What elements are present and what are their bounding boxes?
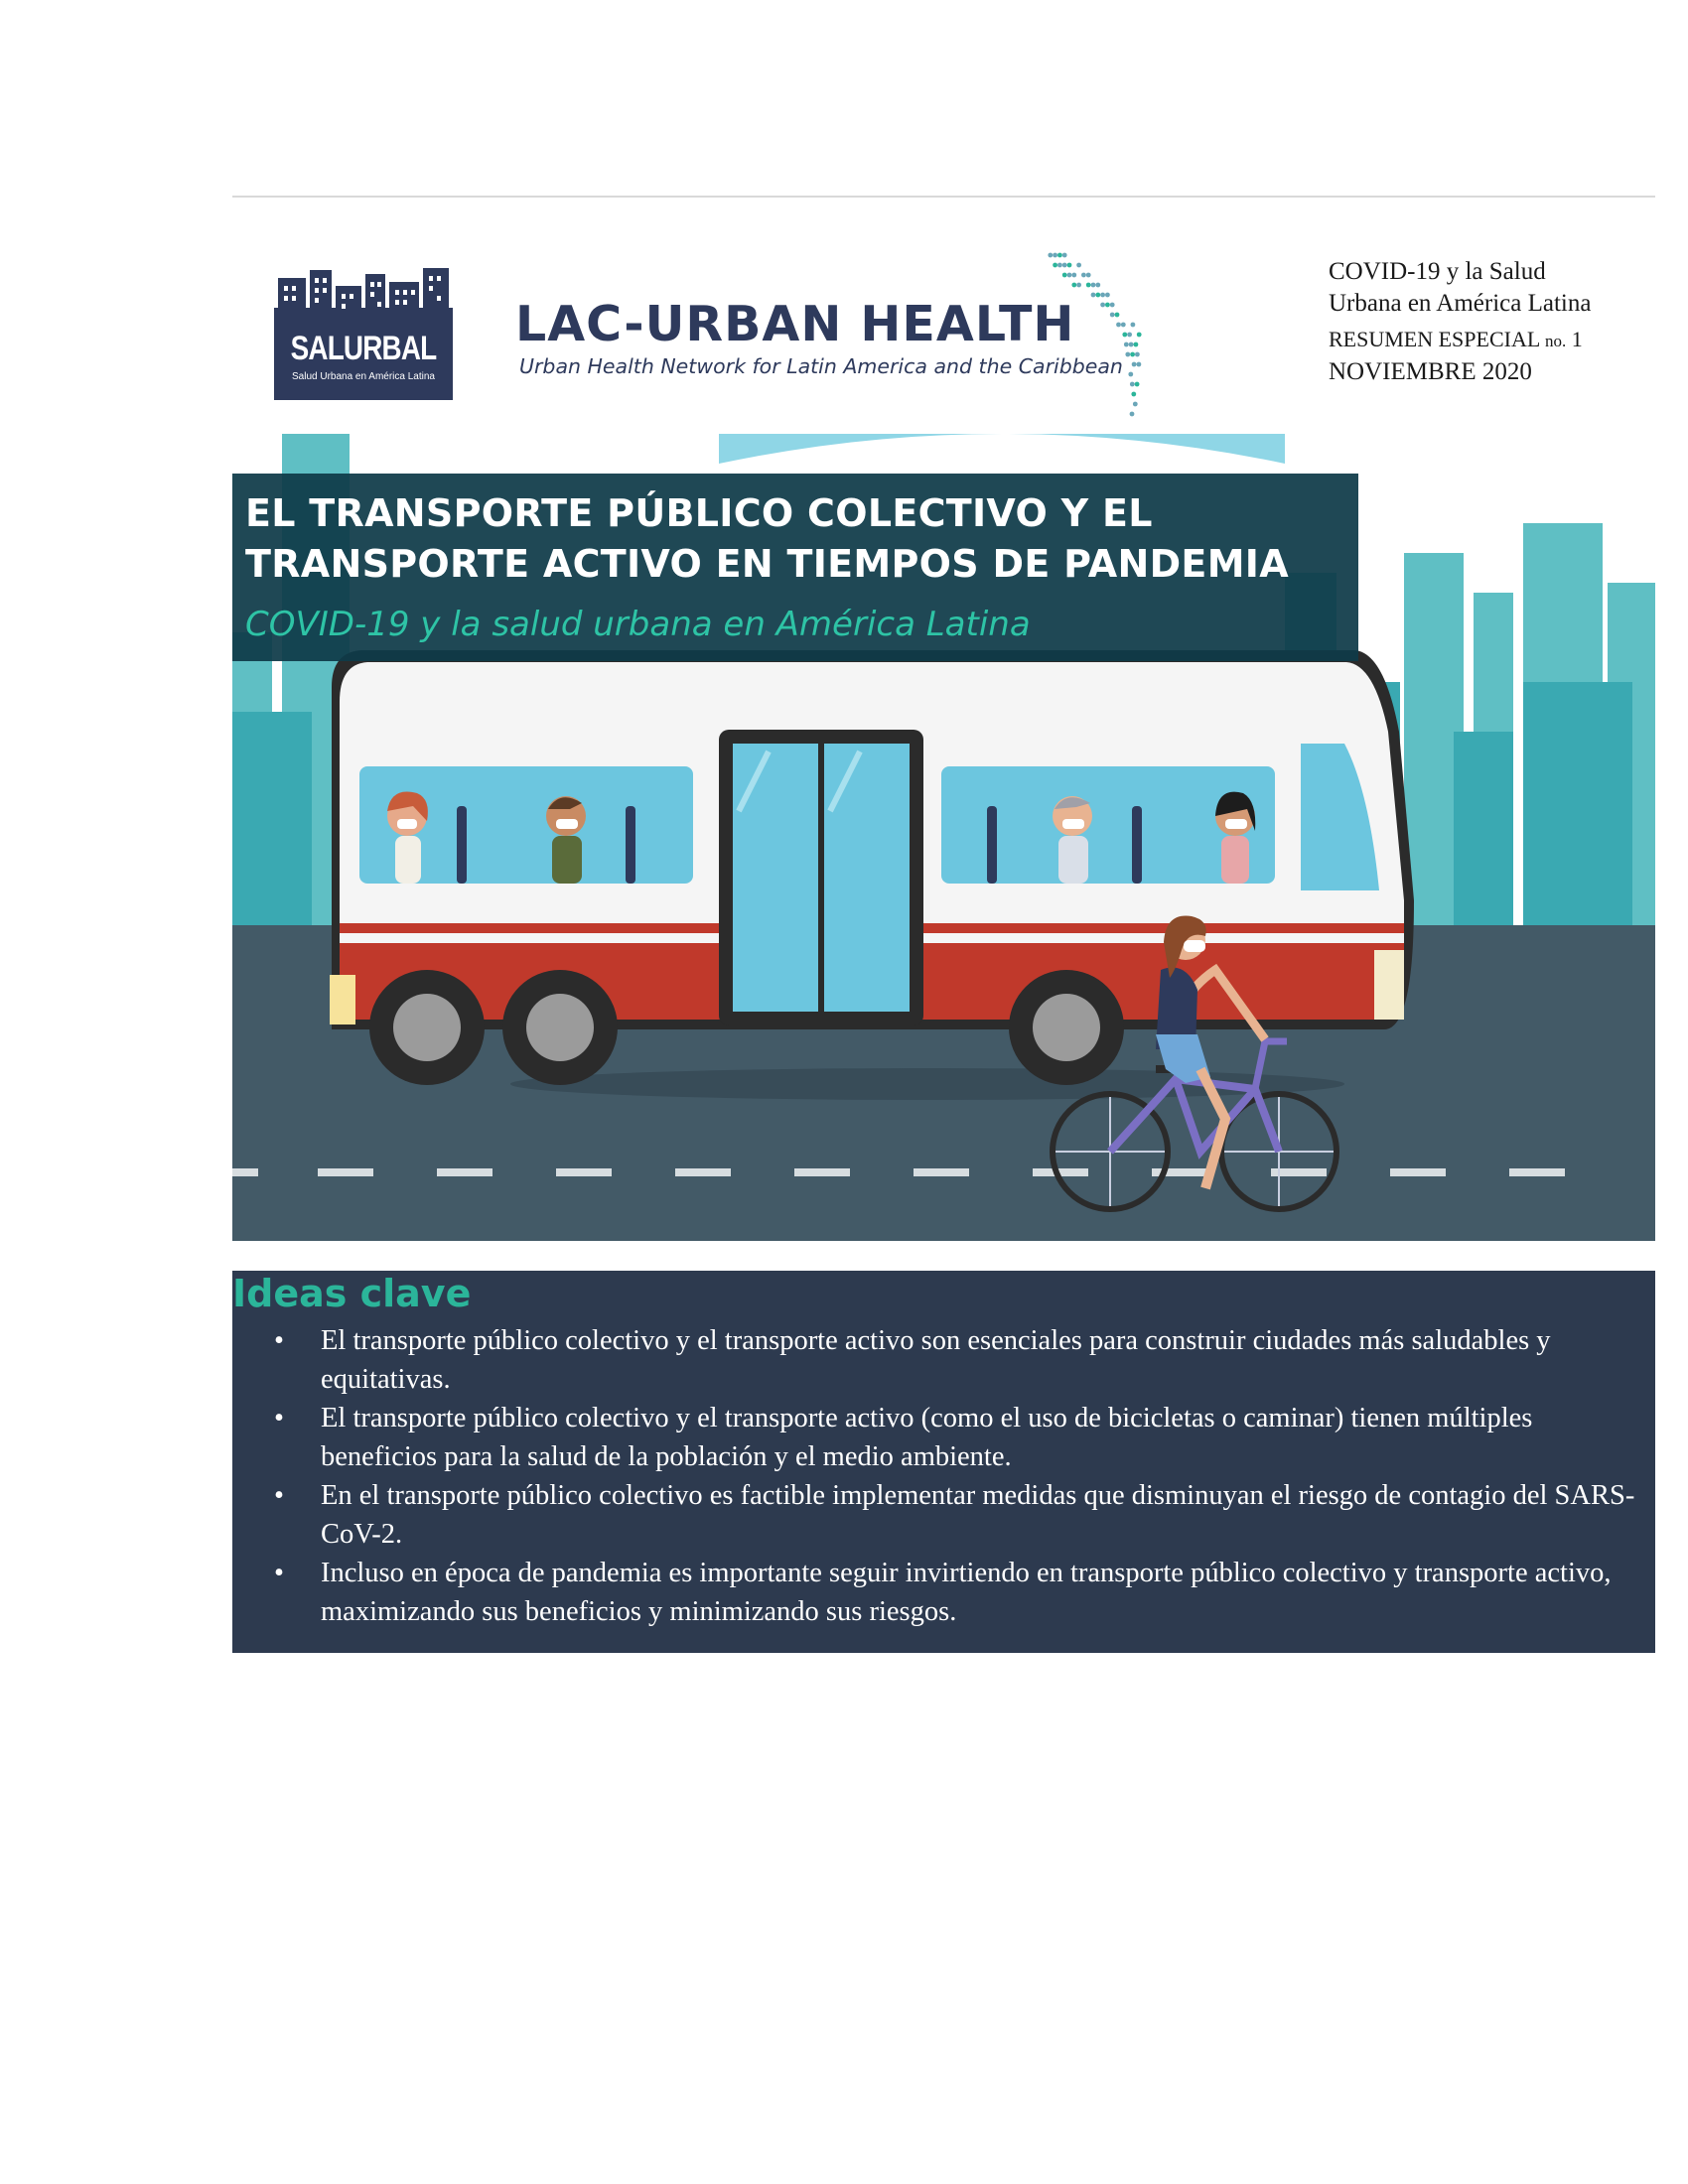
brief-number: 1 bbox=[1571, 327, 1583, 351]
key-idea-text: Incluso en época de pandemia es importante seguir invirtiendo en transporte público colectivo y transporte activo, maximizando sus beneficios y minimizando sus riesgos. bbox=[321, 1558, 1612, 1627]
key-idea-text: El transporte público colectivo y el transporte activo (como el uso de bicicletas o caminar) tienen múltiples beneficios para la salud de la población y el medio ambiente. bbox=[321, 1403, 1533, 1472]
brief-type: RESUMEN ESPECIAL bbox=[1329, 327, 1540, 351]
bullet-icon: • bbox=[274, 1480, 284, 1511]
hero-title-line1: EL TRANSPORTE PÚBLICO COLECTIVO Y EL bbox=[245, 491, 1153, 535]
brief-info bbox=[1329, 256, 1591, 387]
network-name: LAC-URBAN HEALTH bbox=[515, 296, 1075, 352]
brief-series-line1: COVID-19 y la Salud bbox=[1329, 258, 1546, 285]
key-ideas-panel bbox=[232, 1271, 1655, 1653]
hero-subtitle: COVID-19 y la salud urbana en América Latina bbox=[245, 605, 1031, 644]
bullet-icon: • bbox=[274, 1558, 284, 1588]
top-divider bbox=[232, 196, 1655, 198]
brief-series-line2: Urbana en América Latina bbox=[1329, 290, 1592, 317]
key-ideas-list bbox=[232, 1321, 1655, 1631]
key-idea-text: El transporte público colectivo y el transporte activo son esenciales para construir ciudades más saludables y equitativas. bbox=[321, 1325, 1551, 1395]
brief-date: NOVIEMBRE 2020 bbox=[1329, 358, 1532, 385]
key-idea-item bbox=[232, 1476, 1655, 1554]
key-idea-item bbox=[232, 1399, 1655, 1476]
key-idea-item bbox=[232, 1321, 1655, 1399]
bullet-icon: • bbox=[274, 1403, 284, 1433]
brief-number-label: no. bbox=[1544, 332, 1567, 350]
bullet-icon: • bbox=[274, 1325, 284, 1356]
salurbal-logo-text: SALURBAL bbox=[290, 330, 437, 367]
key-ideas-heading: Ideas clave bbox=[232, 1272, 472, 1315]
network-subtitle: Urban Health Network for Latin America and the Caribbean bbox=[519, 354, 1123, 378]
hero-title-box bbox=[232, 474, 1358, 661]
key-idea-item bbox=[232, 1554, 1655, 1631]
salurbal-logo-tagline: Salud Urbana en América Latina bbox=[292, 371, 435, 382]
latin-america-map-icon bbox=[1041, 250, 1214, 424]
key-idea-text: En el transporte público colectivo es factible implementar medidas que disminuyan el riesgo de contagio del SARS-CoV-2. bbox=[321, 1480, 1635, 1550]
salurbal-logo bbox=[274, 268, 453, 400]
brief-edition bbox=[1329, 324, 1591, 357]
hero-title-line2: TRANSPORTE ACTIVO EN TIEMPOS DE PANDEMIA bbox=[245, 542, 1289, 586]
